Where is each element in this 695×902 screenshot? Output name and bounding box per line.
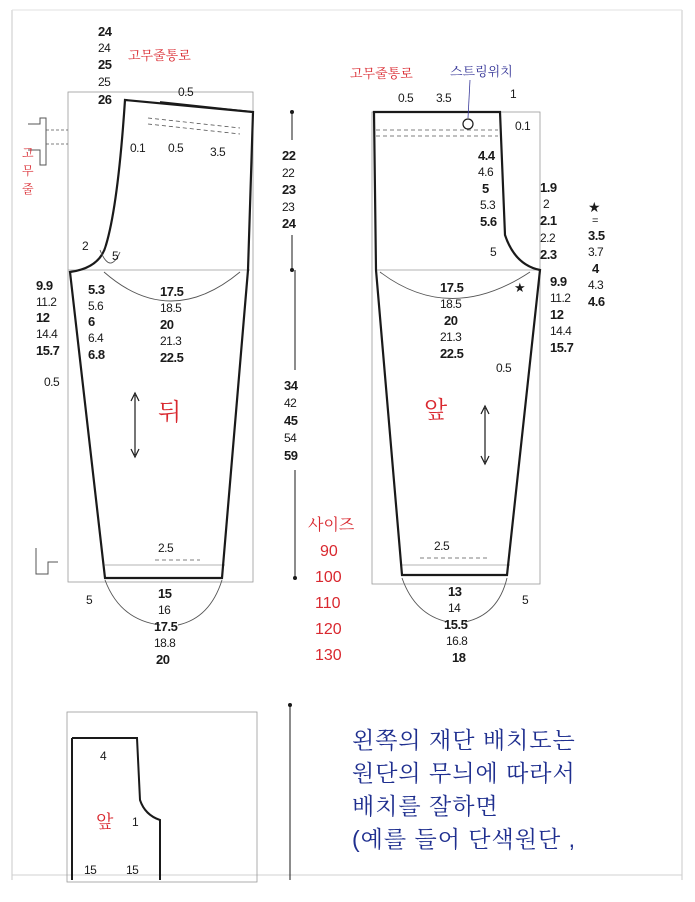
- back-hip-0: 17.5: [160, 284, 184, 299]
- front-side-0: 9.9: [550, 274, 567, 289]
- back-inner-0: 5.3: [88, 282, 105, 297]
- back-hip-3: 21.3: [160, 334, 182, 348]
- back-inner-4: 6.8: [88, 347, 105, 362]
- front-rise-0: 4.4: [478, 148, 495, 163]
- back-hem-1: 16: [158, 603, 171, 617]
- front-hem-offset: 0.5: [496, 361, 512, 375]
- inseam-0: 34: [284, 378, 298, 393]
- rise-dot-top: [290, 110, 294, 114]
- rise-3: 23: [282, 200, 295, 214]
- star-mark: ★: [588, 199, 601, 215]
- size-4: 130: [315, 647, 342, 664]
- front-knee-label: 2.5: [434, 539, 450, 553]
- rise-2: 23: [282, 182, 296, 197]
- rise-1: 22: [282, 166, 295, 180]
- sizes-title: 사이즈: [308, 517, 355, 534]
- front-side-1: 11.2: [550, 291, 571, 305]
- front-rise-1: 4.6: [478, 165, 494, 179]
- front-waist-off-2: 1: [510, 87, 517, 101]
- back-waist-h-0: 24: [98, 24, 112, 39]
- back-piece-label: 뒤: [158, 399, 182, 426]
- star-val-4: 4.6: [588, 294, 605, 309]
- size-1: 100: [315, 569, 342, 586]
- front-rise-3: 5.3: [480, 198, 496, 212]
- layout-front-label: 앞: [96, 812, 114, 832]
- front-side-2: 12: [550, 307, 564, 322]
- layout-bottom-right: 15: [126, 863, 139, 877]
- back-inner-3: 6.4: [88, 331, 104, 345]
- star-val-0: 3.5: [588, 228, 605, 243]
- back-side-4: 15.7: [36, 343, 60, 358]
- front-waist-off-1: 3.5: [436, 91, 452, 105]
- front-hem-4: 18: [452, 650, 466, 665]
- note-line-1: 원단의 무늬에 따라서: [352, 760, 576, 786]
- back-elastic-channel-label: 고무줄통로: [128, 48, 191, 63]
- back-crotch-1: 5: [112, 249, 119, 263]
- front-side-3: 14.4: [550, 324, 572, 338]
- note-line-0: 왼쪽의 재단 배치도는: [352, 727, 576, 753]
- back-side-1: 11.2: [36, 295, 57, 309]
- inseam-1: 42: [284, 396, 297, 410]
- rise-0: 22: [282, 148, 296, 163]
- front-piece-label: 앞: [424, 397, 448, 424]
- back-knee-label: 2.5: [158, 541, 174, 555]
- front-hip-1: 18.5: [440, 297, 462, 311]
- rise-4: 24: [282, 216, 296, 231]
- front-rise-2: 5: [482, 181, 489, 196]
- star-val-3: 4.3: [588, 278, 604, 292]
- inseam-dot-bottom: [293, 576, 297, 580]
- front-hip-2: 20: [444, 313, 458, 328]
- back-waist-h-1: 24: [98, 41, 111, 55]
- front-hip-3: 21.3: [440, 330, 462, 344]
- front-hem-3: 16.8: [446, 634, 468, 648]
- inseam-2: 45: [284, 413, 298, 428]
- inseam-3: 54: [284, 431, 297, 445]
- front-waist-off-3: 0.1: [515, 119, 531, 133]
- elastic-vertical-char: 줄: [22, 182, 34, 196]
- inseam-4: 59: [284, 448, 298, 463]
- back-crotch-0: 2: [82, 239, 89, 253]
- back-waist-h-4: 26: [98, 92, 112, 107]
- front-hip-4: 22.5: [440, 346, 464, 361]
- front-hem-1: 14: [448, 601, 461, 615]
- back-inner-1: 5.6: [88, 299, 104, 313]
- layout-top-num: 4: [100, 749, 107, 763]
- front-side-4: 15.7: [550, 340, 574, 355]
- layout-measure-dot: [288, 703, 292, 707]
- elastic-vertical-char: 고: [22, 146, 34, 160]
- star-equals: =: [592, 215, 599, 227]
- back-hip-2: 20: [160, 317, 174, 332]
- front-hem-2: 15.5: [444, 617, 468, 632]
- layout-bottom-left: 15: [84, 863, 97, 877]
- string-position-label: 스트링위치: [450, 64, 513, 79]
- back-waist-off-2: 0.5: [168, 141, 184, 155]
- rise-dot-bottom: [290, 268, 294, 272]
- back-hip-4: 22.5: [160, 350, 184, 365]
- back-inner-2: 6: [88, 314, 95, 329]
- front-elastic-channel-label: 고무줄통로: [350, 66, 413, 81]
- front-hip-0: 17.5: [440, 280, 464, 295]
- front-crotch: 5: [490, 245, 497, 259]
- front-ext-1: 2: [543, 197, 550, 211]
- back-side-3: 14.4: [36, 327, 58, 341]
- back-waist-off-3: 3.5: [210, 145, 226, 159]
- front-ext-3: 2.2: [540, 231, 556, 245]
- back-waist-h-3: 25: [98, 75, 111, 89]
- front-ext-4: 2.3: [540, 247, 557, 262]
- front-rise-4: 5.6: [480, 214, 497, 229]
- star-val-2: 4: [592, 261, 599, 276]
- front-hem-0: 13: [448, 584, 462, 599]
- layout-side-num: 1: [132, 815, 139, 829]
- back-hem-4: 20: [156, 652, 170, 667]
- note-line-3: (예를 들어 단색원단 ,: [352, 826, 576, 852]
- size-3: 120: [315, 621, 342, 638]
- back-side-0: 9.9: [36, 278, 53, 293]
- back-hip-1: 18.5: [160, 301, 182, 315]
- back-hem-3: 18.8: [154, 636, 176, 650]
- back-side-2: 12: [36, 310, 50, 325]
- back-waist-off-0: 0.5: [178, 85, 194, 99]
- elastic-vertical-label: [22, 146, 34, 196]
- back-hem-0: 15: [158, 586, 172, 601]
- back-waist-off-1: 0.1: [130, 141, 146, 155]
- back-hem-side: 5: [86, 593, 93, 607]
- size-2: 110: [315, 595, 341, 612]
- elastic-vertical-char: 무: [22, 164, 34, 178]
- size-0: 90: [320, 543, 338, 560]
- front-waist-off-0: 0.5: [398, 91, 414, 105]
- star-val-1: 3.7: [588, 245, 604, 259]
- back-hem-2: 17.5: [154, 619, 178, 634]
- note-line-2: 배치를 잘하면: [352, 793, 499, 819]
- front-hem-side: 5: [522, 593, 529, 607]
- front-star-mark: ★: [514, 280, 526, 295]
- front-ext-2: 2.1: [540, 213, 557, 228]
- back-waist-h-2: 25: [98, 57, 112, 72]
- front-ext-0: 1.9: [540, 180, 557, 195]
- back-hem-offset: 0.5: [44, 375, 60, 389]
